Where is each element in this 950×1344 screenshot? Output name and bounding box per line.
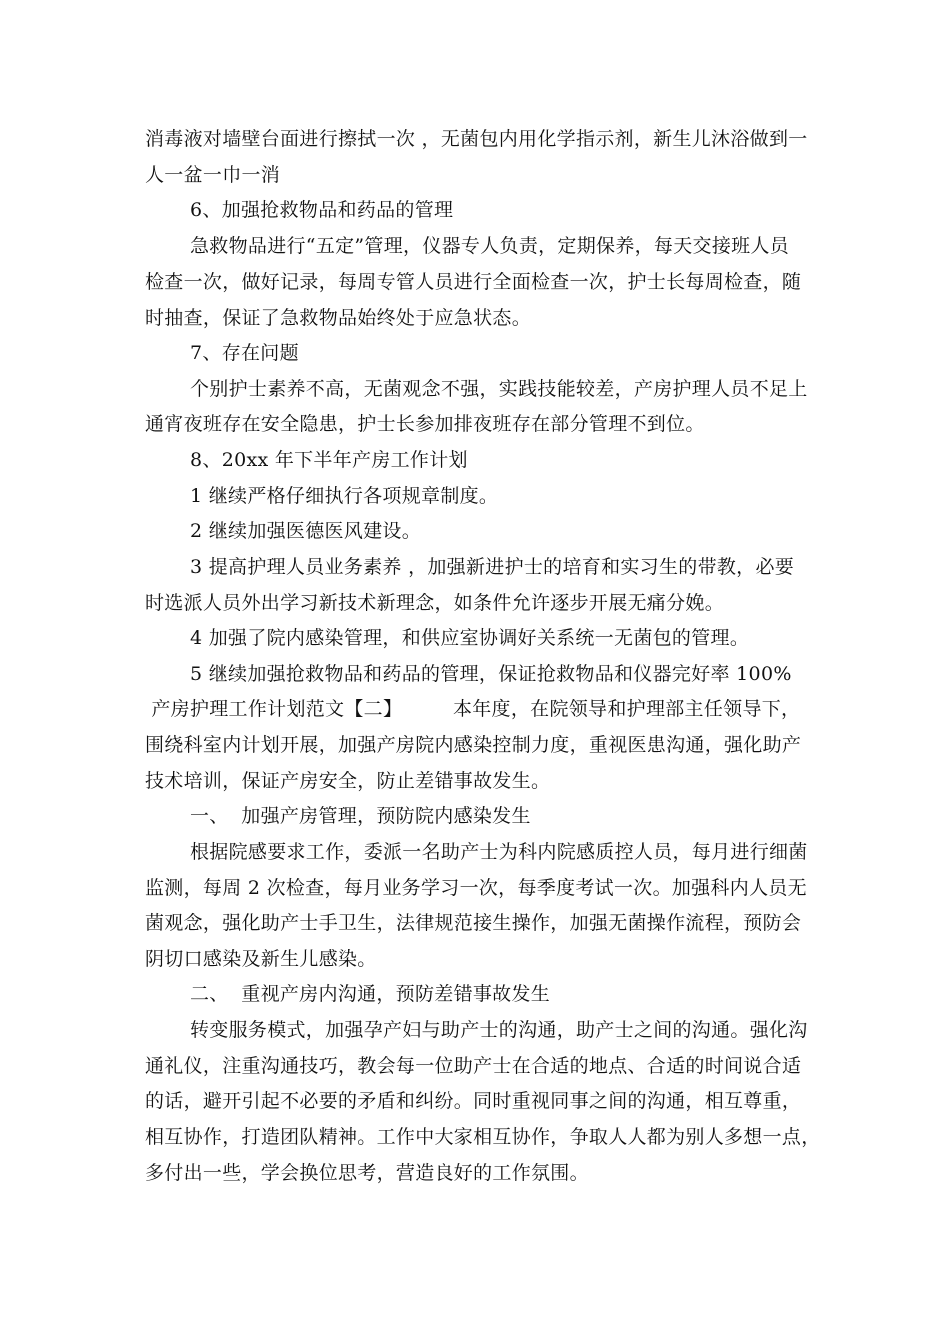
text-line: 的话，避开引起不必要的矛盾和纠纷。同时重视同事之间的沟通，相互尊重，	[145, 1090, 802, 1112]
section-heading: 一、 加强产房管理，预防院内感染发生	[190, 805, 531, 827]
text-line: 监测，每周 2 次检查，每月业务学习一次，每季度考试一次。加强科内人员无	[145, 877, 807, 899]
text-line: 个别护士素养不高，无菌观念不强，实践技能较差，产房护理人员不足上	[190, 378, 808, 400]
list-item: 3 提高护理人员业务素养 ，加强新进护士的培育和实习生的带教，必要	[190, 556, 795, 578]
text-line: 人一盆一巾一消	[145, 164, 281, 186]
text-line: 检查一次，做好记录，每周专管人员进行全面检查一次，护士长每周检查，随	[145, 271, 802, 293]
section-heading: 6、加强抢救物品和药品的管理	[190, 199, 454, 221]
text-line: 急救物品进行“五定”管理，仪器专人负责，定期保养，每天交接班人员	[190, 235, 790, 257]
text-line: 相互协作，打造团队精神。工作中大家相互协作，争取人人都为别人多想一点，	[145, 1126, 821, 1148]
text-line: 通宵夜班存在安全隐患，护士长参加排夜班存在部分管理不到位。	[145, 413, 705, 435]
text-line: 菌观念，强化助产士手卫生，法律规范接生操作，加强无菌操作流程，预防会	[145, 912, 802, 934]
text-line: 消毒液对墙壁台面进行擦拭一次 ，无菌包内用化学指示剂，新生儿沐浴做到一	[145, 128, 808, 150]
list-item: 2 继续加强医德医风建设。	[190, 520, 422, 542]
text-line: 阴切口感染及新生儿感染。	[145, 948, 377, 970]
text-line: 转变服务模式，加强孕产妇与助产士的沟通，助产士之间的沟通。强化沟	[190, 1019, 808, 1041]
section-heading: 二、 重视产房内沟通，预防差错事故发生	[190, 983, 551, 1005]
section-heading: 8、20xx 年下半年产房工作计划	[190, 449, 468, 471]
text-line: 多付出一些，学会换位思考，营造良好的工作氛围。	[145, 1162, 589, 1184]
list-item: 4 加强了院内感染管理，和供应室协调好关系统一无菌包的管理。	[190, 627, 750, 649]
text-line: 通礼仪，注重沟通技巧，教会每一位助产士在合适的地点、合适的时间说合适	[145, 1055, 802, 1077]
list-item: 1 继续严格仔细执行各项规章制度。	[190, 485, 499, 507]
text-line: 产房护理工作计划范文【二】 本年度，在院领导和护理部主任领导下，	[145, 698, 801, 720]
section-heading: 7、存在问题	[190, 342, 299, 364]
text-line: 时选派人员外出学习新技术新理念，如条件允许逐步开展无痛分娩。	[145, 592, 725, 614]
list-item: 5 继续加强抢救物品和药品的管理，保证抢救物品和仪器完好率 100%	[190, 663, 792, 685]
text-line: 根据院感要求工作，委派一名助产士为科内院感质控人员，每月进行细菌	[190, 841, 808, 863]
text-line: 时抽查，保证了急救物品始终处于应急状态。	[145, 307, 532, 329]
text-line: 围绕科室内计划开展，加强产房院内感染控制力度，重视医患沟通，强化助产	[145, 734, 802, 756]
text-line: 技术培训，保证产房安全，防止差错事故发生。	[145, 770, 551, 792]
